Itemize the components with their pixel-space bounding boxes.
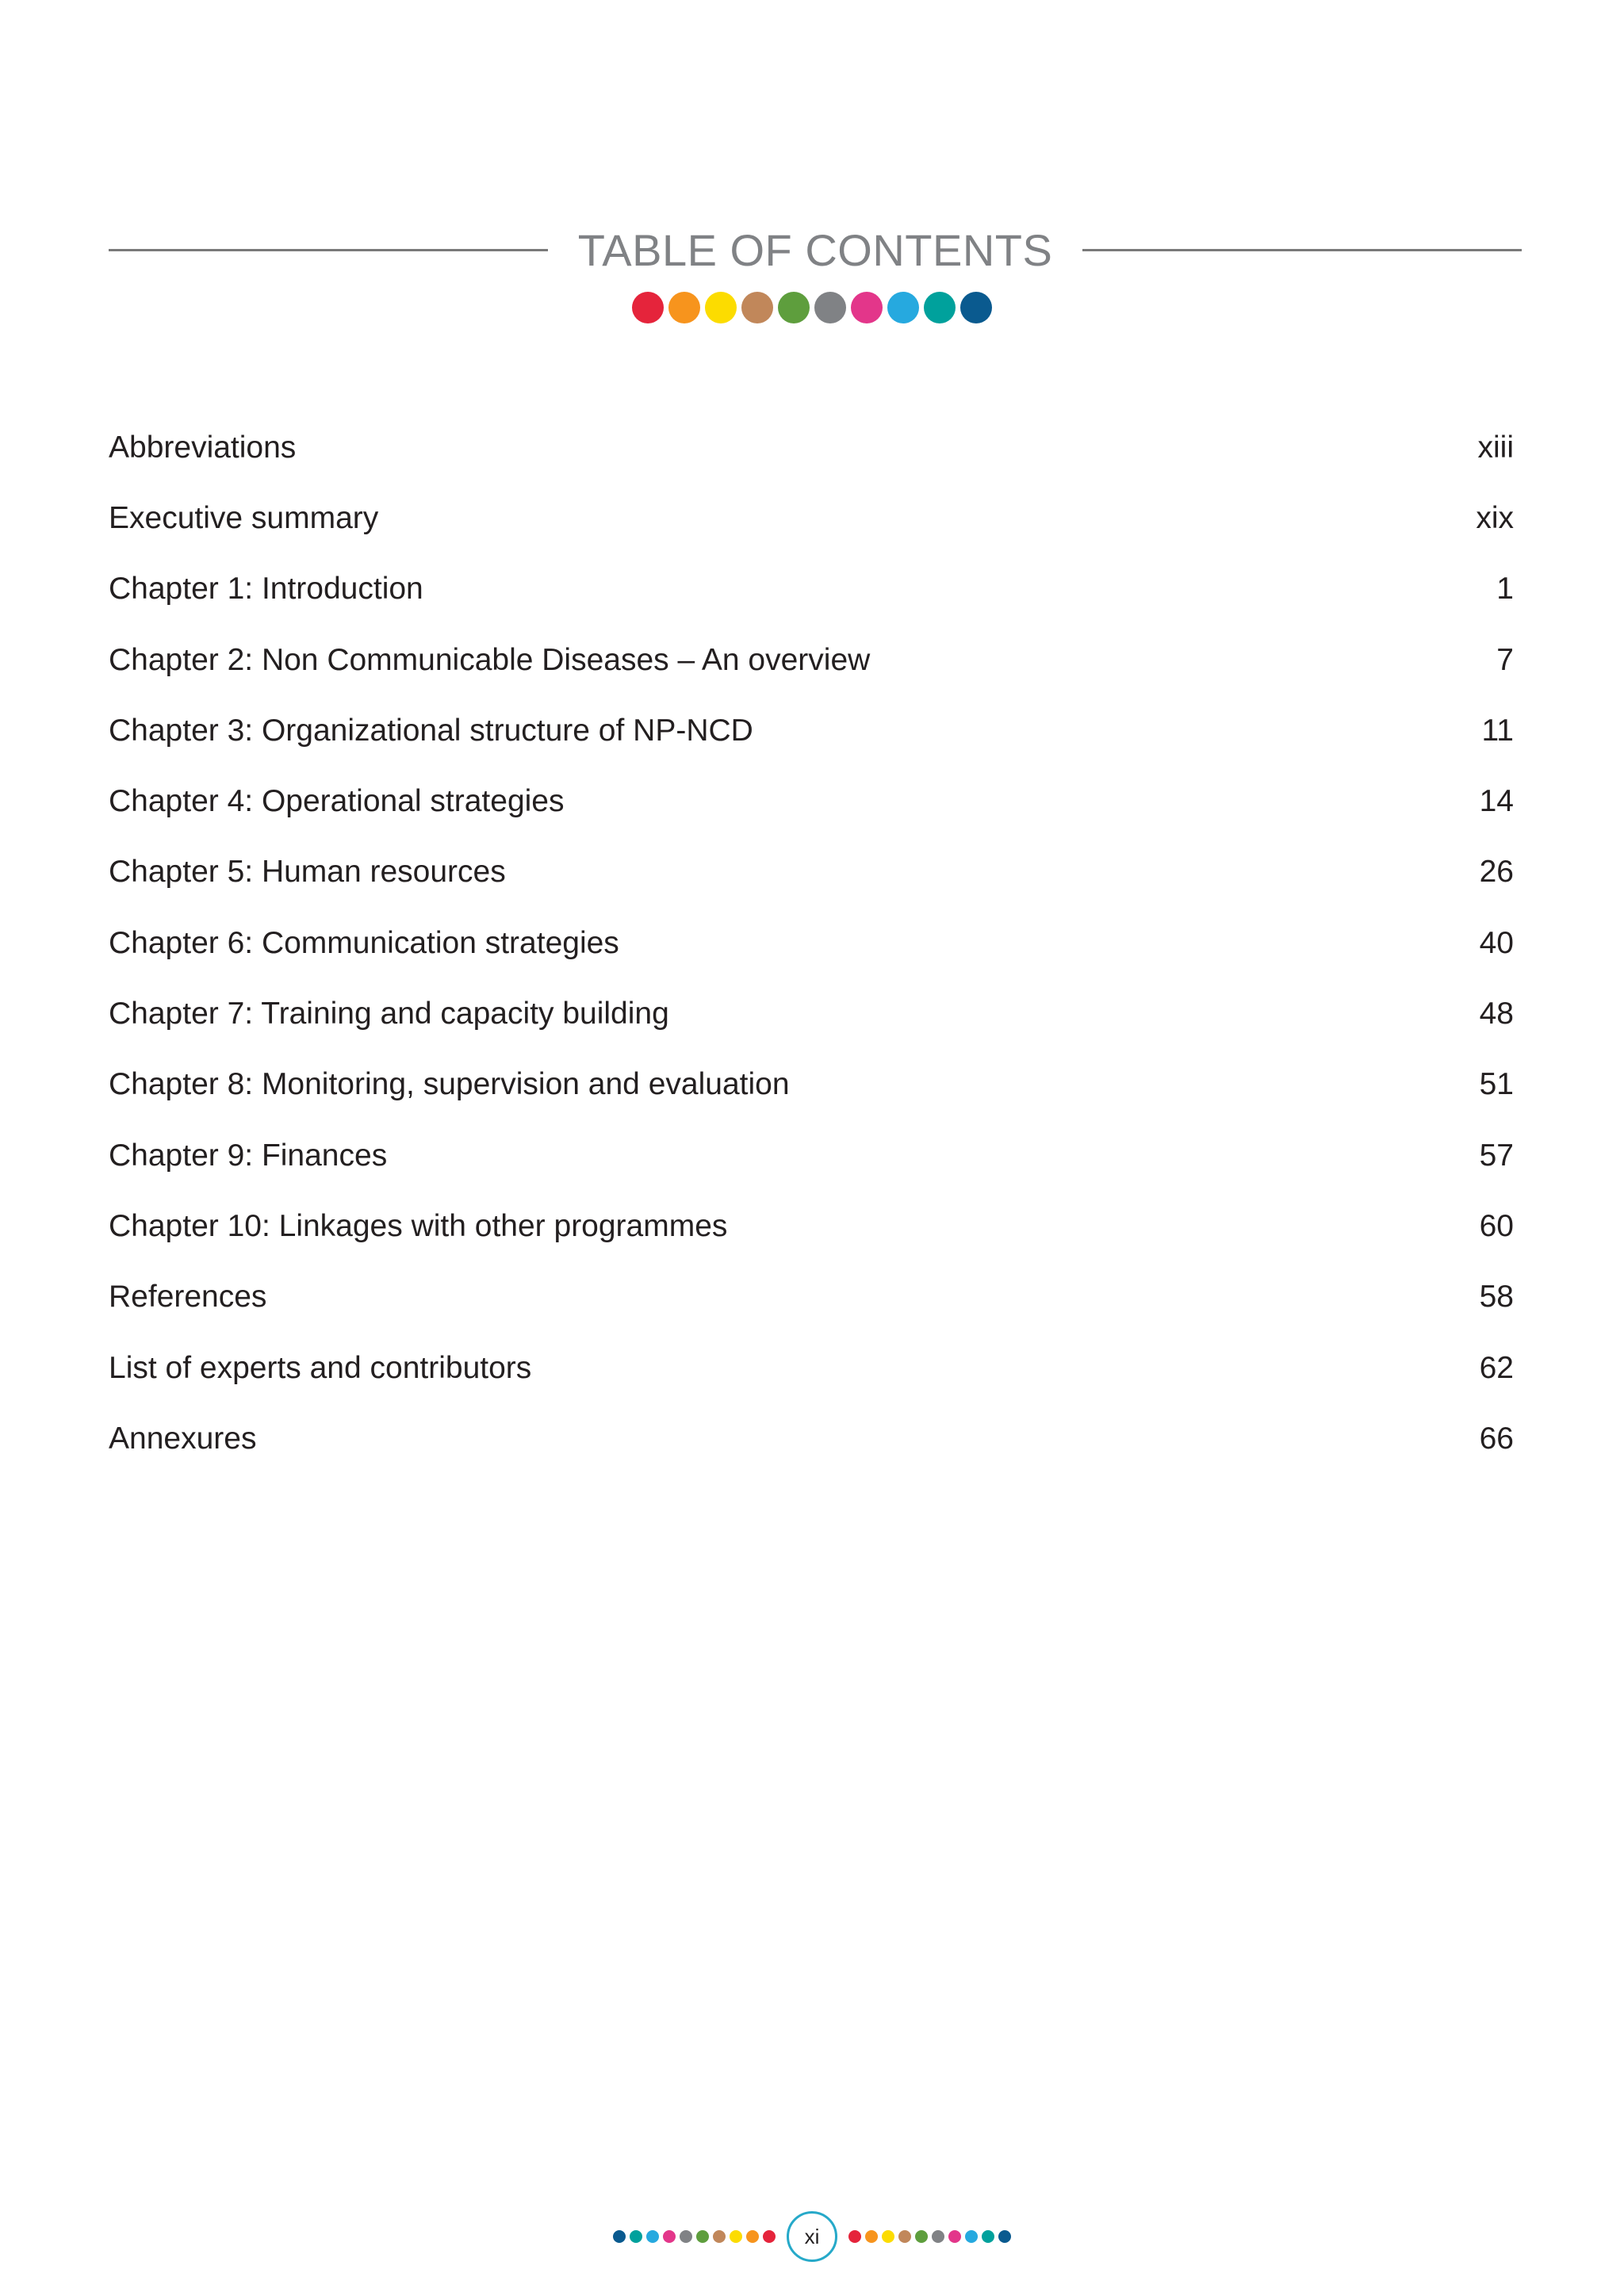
toc-entry-label: References bbox=[109, 1280, 267, 1314]
toc-entry-label: Annexures bbox=[109, 1421, 257, 1456]
page-title: TABLE OF CONTENTS bbox=[577, 224, 1053, 275]
toc-entry[interactable] bbox=[109, 1262, 1514, 1333]
toc-entry-page: xix bbox=[1476, 500, 1514, 535]
toc-entry[interactable] bbox=[109, 625, 1514, 695]
footer-color-dot bbox=[982, 2230, 994, 2243]
toc-entry-label: Chapter 7: Training and capacity building bbox=[109, 997, 669, 1031]
footer-color-dot bbox=[965, 2230, 978, 2243]
toc-entry[interactable] bbox=[109, 1191, 1514, 1261]
toc-entry-label: Chapter 10: Linkages with other programmes bbox=[109, 1208, 728, 1243]
toc-entry-label: Chapter 5: Human resources bbox=[109, 855, 506, 890]
toc-entry-page: 58 bbox=[1479, 1280, 1514, 1314]
toc-entry-page: 62 bbox=[1479, 1350, 1514, 1385]
toc-entry[interactable] bbox=[109, 1120, 1514, 1191]
toc-entry[interactable] bbox=[109, 978, 1514, 1049]
toc-entry[interactable] bbox=[109, 554, 1514, 625]
color-dot bbox=[668, 292, 700, 323]
toc-entry-page: 48 bbox=[1479, 997, 1514, 1031]
header-rule-right bbox=[1082, 249, 1522, 251]
color-dot bbox=[887, 292, 919, 323]
page-footer bbox=[0, 2210, 1624, 2263]
toc-entry-page: 14 bbox=[1479, 784, 1514, 819]
toc-entry-page: 7 bbox=[1496, 642, 1514, 677]
toc-entry-label: Executive summary bbox=[109, 500, 379, 535]
footer-color-dot bbox=[915, 2230, 928, 2243]
toc-entry-label: Chapter 2: Non Communicable Diseases – An overview bbox=[109, 642, 871, 677]
toc-entry-label: Chapter 9: Finances bbox=[109, 1138, 388, 1173]
color-dot bbox=[851, 292, 883, 323]
footer-color-dot bbox=[763, 2230, 776, 2243]
toc-entry-label: Chapter 3: Organizational structure of NP-NCD bbox=[109, 713, 753, 748]
toc-entry-page: 40 bbox=[1479, 925, 1514, 960]
toc-entry-page: 51 bbox=[1479, 1067, 1514, 1102]
color-dot bbox=[924, 292, 956, 323]
toc-entry-label: Chapter 8: Monitoring, supervision and evaluation bbox=[109, 1067, 790, 1102]
toc-entry[interactable] bbox=[109, 1333, 1514, 1403]
toc-entry-page: 26 bbox=[1479, 855, 1514, 890]
footer-color-dot bbox=[613, 2230, 626, 2243]
toc-entry-label: Chapter 4: Operational strategies bbox=[109, 784, 565, 819]
footer-color-dot bbox=[696, 2230, 709, 2243]
toc-entry-page: 66 bbox=[1479, 1421, 1514, 1456]
footer-color-dot bbox=[898, 2230, 911, 2243]
footer-color-dot bbox=[630, 2230, 642, 2243]
toc-entry[interactable] bbox=[109, 1050, 1514, 1120]
footer-color-dot bbox=[646, 2230, 659, 2243]
footer-color-dot bbox=[948, 2230, 961, 2243]
footer-dots-right bbox=[848, 2230, 1011, 2243]
page-number-badge bbox=[787, 2211, 837, 2262]
footer-color-dot bbox=[848, 2230, 861, 2243]
toc-entry[interactable] bbox=[109, 695, 1514, 766]
footer-color-dot bbox=[932, 2230, 944, 2243]
toc-entry-page: 1 bbox=[1496, 572, 1514, 607]
toc-entry[interactable] bbox=[109, 837, 1514, 908]
footer-color-dot bbox=[746, 2230, 759, 2243]
footer-color-dot bbox=[713, 2230, 726, 2243]
header-rule-left bbox=[109, 249, 548, 251]
toc-entry-page: xiii bbox=[1477, 430, 1514, 465]
footer-color-dot bbox=[663, 2230, 676, 2243]
toc-entry[interactable] bbox=[109, 1403, 1514, 1474]
color-dot bbox=[705, 292, 737, 323]
toc-entry-label: Abbreviations bbox=[109, 430, 297, 465]
toc-entry[interactable] bbox=[109, 483, 1514, 553]
footer-color-dot bbox=[730, 2230, 742, 2243]
toc-entry[interactable] bbox=[109, 908, 1514, 978]
footer-color-dot bbox=[998, 2230, 1011, 2243]
color-dot bbox=[814, 292, 846, 323]
toc-entry-label: Chapter 6: Communication strategies bbox=[109, 925, 619, 960]
toc-list bbox=[109, 412, 1514, 1474]
toc-entry[interactable] bbox=[109, 766, 1514, 836]
color-dot bbox=[778, 292, 810, 323]
color-dot bbox=[741, 292, 773, 323]
toc-entry-label: List of experts and contributors bbox=[109, 1350, 532, 1385]
footer-color-dot bbox=[865, 2230, 878, 2243]
toc-entry-page: 60 bbox=[1479, 1208, 1514, 1243]
page-number: xi bbox=[804, 2224, 820, 2248]
toc-header bbox=[109, 214, 1522, 285]
color-dot bbox=[960, 292, 992, 323]
footer-color-dot bbox=[680, 2230, 692, 2243]
footer-dots-left bbox=[613, 2230, 776, 2243]
toc-entry-page: 57 bbox=[1479, 1138, 1514, 1173]
title-color-dots bbox=[0, 292, 1624, 323]
toc-entry-label: Chapter 1: Introduction bbox=[109, 572, 423, 607]
toc-entry[interactable] bbox=[109, 412, 1514, 483]
footer-color-dot bbox=[882, 2230, 894, 2243]
toc-entry-page: 11 bbox=[1481, 713, 1514, 748]
color-dot bbox=[632, 292, 664, 323]
